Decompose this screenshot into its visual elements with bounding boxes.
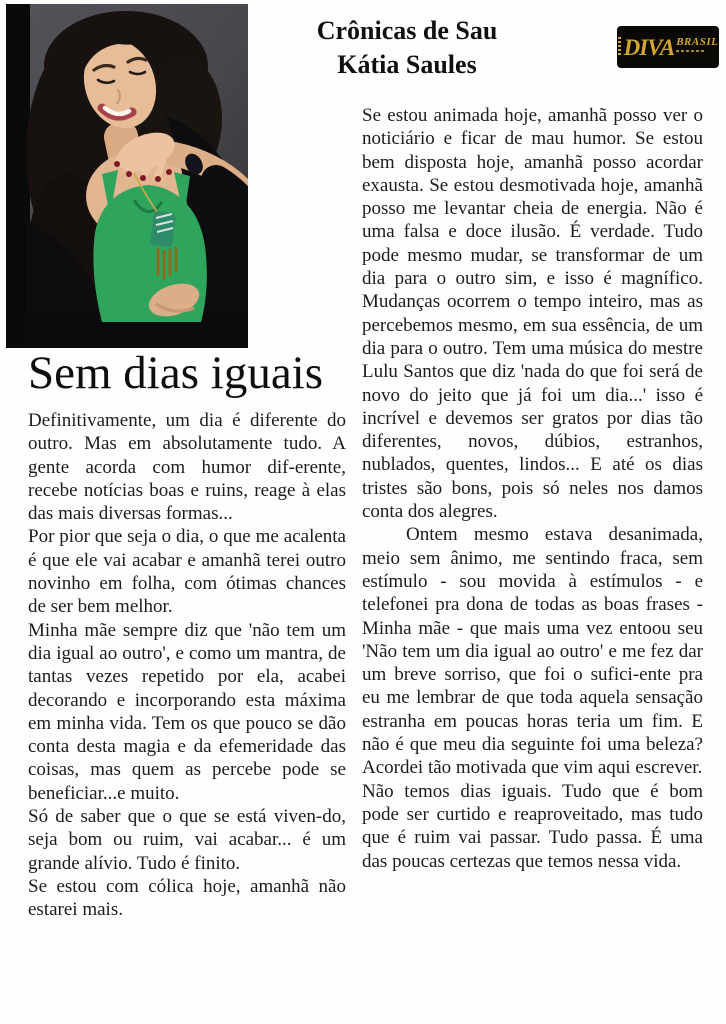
article-column-right [362,104,703,873]
logo-text-brasil: BRASIL [676,35,719,48]
article-paragraph: Por pior que seja o dia, o que me acalenta é que ele vai acabar e amanhã terei outro novinho em folha, com ótimas chances de ser bem melhor. [28,526,346,618]
portrait-illustration [6,4,248,348]
logo-tagline-marks-icon [676,50,706,52]
masthead [272,14,542,82]
article-paragraph: Ontem mesmo estava desanimada, meio sem ânimo, me sentindo fraca, sem estímulo - sou movida à estímulos - e telefonei pra dona de todas as boas frases - Minha mãe - que mais uma vez entoou seu 'Não tem um dia igual ao outro' e me fez dar um breve sorriso, que foi o sufici-ente pra eu me lembrar de que toda aquela sensação estranha em poucas horas teria um fim. E não é que meu dia seguinte foi uma beleza? Acordei tão motivada que vim aqui escrever. [362,524,703,779]
article-paragraph: Se estou com cólica hoje, amanhã não estarei mais. [28,875,346,921]
logo-text-diva: DIVA [623,34,675,60]
article-paragraph: Se estou animada hoje, amanhã posso ver o noticiário e ficar de mau humor. Se estou bem disposta hoje, amanhã posso acordar exausta. Se estou desmotivada hoje, amanhã posso me levantar cheia de energia. Não é uma falsa e doce ilusão. É verdade. Tudo pode mesmo mudar, se transformar de um dia para o outro sim, e isso é magnífico. Mudanças ocorrem o tempo inteiro, mas as percebemos mesmo, em sua essência, de um dia para o outro. Tem uma música do mestre Lulu Santos que diz 'nada do que foi será de novo do jeito que já foi um dia...' isso é incrível e devemos ser gratos por dias tão diferentes, novos, dúbios, estranhos, nublados, quentes, lindos... E até os dias tristes são bons, pois só neles nos damos conta dos alegres. [362,105,703,523]
article-paragraph: Não temos dias iguais. Tudo que é bom pode ser curtido e reaproveitado, mas tudo que é ruim vai passar. Tudo passa. É uma das poucas certezas que temos nessa vida. [362,780,703,872]
portrait-photo [6,4,248,348]
magazine-logo [617,26,719,68]
article-paragraph: Só de saber que o que se está viven-do, seja bom ou ruim, vai acabar... é um grande alívio. Tudo é finito. [28,806,346,874]
article-column-left [28,409,346,922]
article-paragraph: Definitivamente, um dia é diferente do outro. Mas em absolutamente tudo. A gente acorda com humor dif-erente, recebe notícias boas e ruins, reage à elas das mais diversas formas... [28,410,346,525]
article-headline: Sem dias iguais [28,347,324,399]
author-name: Kátia Saules [337,50,477,79]
column-title: Crônicas de Sau [316,16,498,45]
logo-vertical-marks-icon [618,37,621,57]
article-paragraph: Minha mãe sempre diz que 'não tem um dia igual ao outro', e como um mantra, de tantas vezes repetido por ela, acabei decorando e incorporando esta máxima em minha vida. Tem os que pouco se dão conta desta magia e da efemeridade das coisas, mas quem as percebe pode se beneficiar...e muito. [28,619,346,804]
